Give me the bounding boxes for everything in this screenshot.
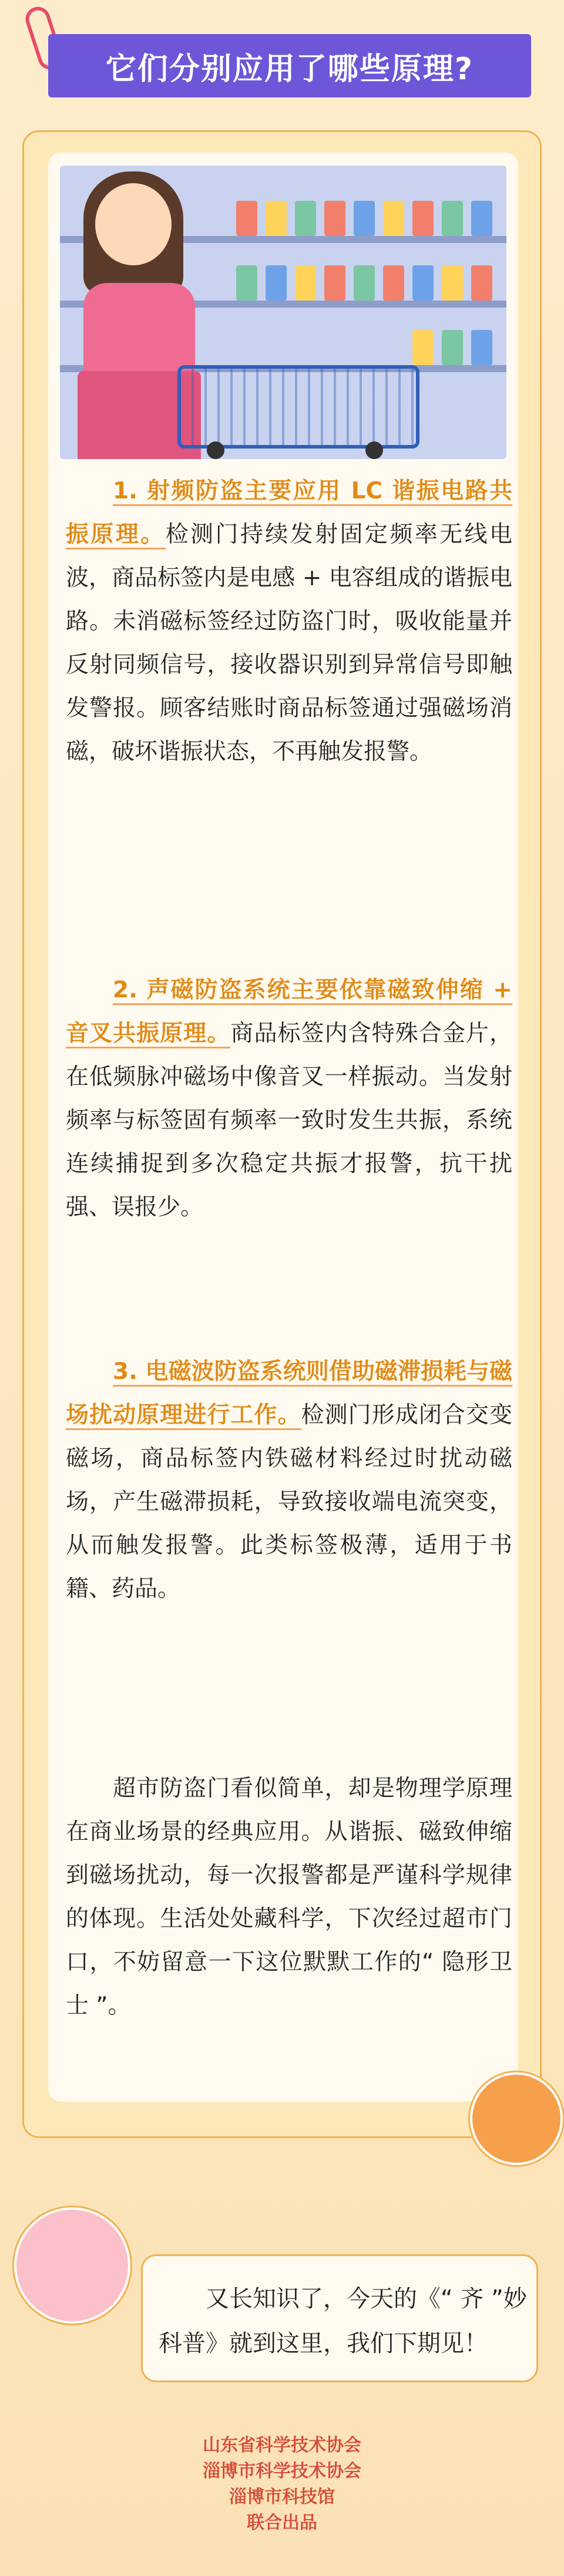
section-3 xyxy=(66,1350,512,1611)
footer-org-3: 淄博市科技馆 xyxy=(229,2487,335,2507)
section-1-body: 检测门持续发射固定频率无线电波，商品标签内是电感 + 电容组成的谐振电路。未消磁标签经过防盗门时，吸收能量并反射同频信号，接收器识别到异常信号即触发警报。顾客结账时商品标签通过强磁场消磁，破坏谐振状态，不再触发报警。 xyxy=(66,521,512,765)
footer-org-2: 淄博市科学技术协会 xyxy=(203,2461,361,2481)
conclusion-text: 超市防盗门看似简单，却是物理学原理在商业场景的经典应用。从谐振、磁致伸缩到磁场扰动，每一次报警都是严谨科学规律的体现。生活处处藏科学，下次经过超市门口，不妨留意一下这位默默工作的“ 隐形卫士 ”。 xyxy=(66,1775,512,2019)
closing-text: 又长知识了，今天的《“ 齐 ”妙科普》就到这里，我们下期见！ xyxy=(159,2285,527,2357)
page-title: 它们分别应用了哪些原理? xyxy=(48,34,531,97)
section-1-heading: 1. 射频防盗主要应用 LC 谐振电路共振原理。 xyxy=(66,478,512,549)
footer-org-1: 山东省科学技术协会 xyxy=(203,2435,361,2456)
section-2-body: 商品标签内含特殊合金片，在低频脉冲磁场中像音叉一样振动。当发射频率与标签固有频率一致时发生共振，系统连续捕捉到多次稳定共振才报警，抗干扰强、误报少。 xyxy=(66,1020,512,1220)
mascot-girl-avatar xyxy=(14,2207,130,2324)
section-2-heading: 2. 声磁防盗系统主要依靠磁致伸缩 + 音叉共振原理。 xyxy=(66,977,512,1048)
section-3-heading: 3. 电磁波防盗系统则借助磁滞损耗与磁场扰动原理进行工作。 xyxy=(66,1358,512,1430)
section-3-body: 检测门形成闭合交变磁场，商品标签内铁磁材料经过时扰动磁场，产生磁滞损耗，导致接收端电流突变，从而触发报警。此类标签极薄，适用于书籍、药品。 xyxy=(66,1402,512,1602)
mascot-boy-avatar xyxy=(470,2072,563,2165)
section-1 xyxy=(66,470,512,774)
supermarket-illustration xyxy=(60,166,506,459)
footer-credit: 联合出品 xyxy=(247,2513,317,2533)
section-2 xyxy=(66,969,512,1229)
